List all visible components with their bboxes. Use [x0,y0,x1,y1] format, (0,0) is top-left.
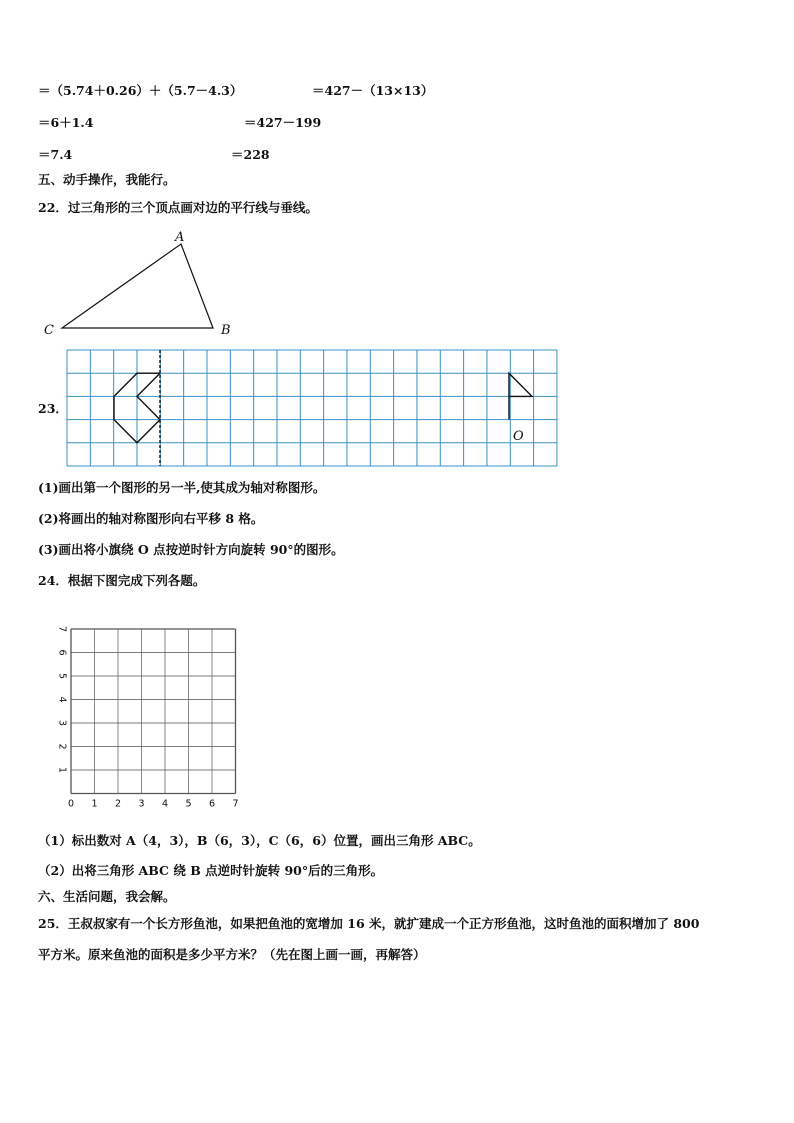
x-tick-label: 0 [67,798,75,810]
x-tick-label: 2 [114,798,122,810]
vertex-a-label: A [175,230,185,245]
section-6-title: 六、生活问题，我会解。 [38,889,176,904]
point-o-label: O [513,429,524,444]
calc-left-line-1: ＝（5.74＋0.26）＋（5.7－4.3） [38,83,243,98]
y-tick-label: 4 [56,696,68,703]
x-tick-label: 7 [232,798,239,810]
q22-text: 22．过三角形的三个顶点画对边的平行线与垂线。 [38,200,318,215]
y-tick-label: 3 [56,719,68,727]
x-tick-label: 6 [208,798,216,810]
q23-sub-2: (2)将画出的轴对称图形向右平移 8 格。 [38,511,264,526]
x-tick-label: 5 [185,798,192,810]
section-5-title: 五、动手操作，我能行。 [38,172,176,187]
calc-left-line-3: ＝7.4 [38,147,73,162]
calc-right-line-1: ＝427－（13×13） [312,83,434,98]
y-tick-label: 5 [56,672,68,680]
x-tick-label: 3 [138,798,145,810]
x-tick-label: 4 [161,798,169,810]
vertex-c-label: C [44,323,54,338]
y-tick-label: 6 [56,649,68,656]
calc-right-line-3: ＝228 [231,147,270,162]
q25-line-2: 平方米。原来鱼池的面积是多少平方米？（先在图上画一画，再解答） [38,947,426,962]
q24-text: 24．根据下图完成下列各题。 [38,573,206,588]
q24-tick-labels [57,626,239,810]
calc-left-line-2: ＝6＋1.4 [38,115,94,130]
y-tick-label: 7 [56,625,68,633]
q23-sub-3: (3)画出将小旗绕 O 点按逆时针方向旋转 90°的图形。 [38,542,344,557]
y-tick-label: 1 [56,766,68,774]
q23-number: 23． [38,401,68,416]
x-tick-label: 1 [91,798,98,810]
q24-grid-lines [71,629,236,794]
q24-sub-1: （1）标出数对 A（4，3），B（6，3），C（6，6）位置，画出三角形 ABC。 [38,833,481,848]
q23-sub-1: (1)画出第一个图形的另一半,使其成为轴对称图形。 [38,480,326,495]
y-tick-label: 2 [56,743,68,750]
q25-line-1: 25．王叔叔家有一个长方形鱼池，如果把鱼池的宽增加 16 米，就扩建成一个正方形鱼池，这时鱼池的面积增加了 800 [38,916,700,931]
q24-sub-2: （2）出将三角形 ABC 绕 B 点逆时针旋转 90°后的三角形。 [38,863,384,878]
calc-right-line-2: ＝427－199 [244,115,322,130]
vertex-b-label: B [221,323,231,338]
